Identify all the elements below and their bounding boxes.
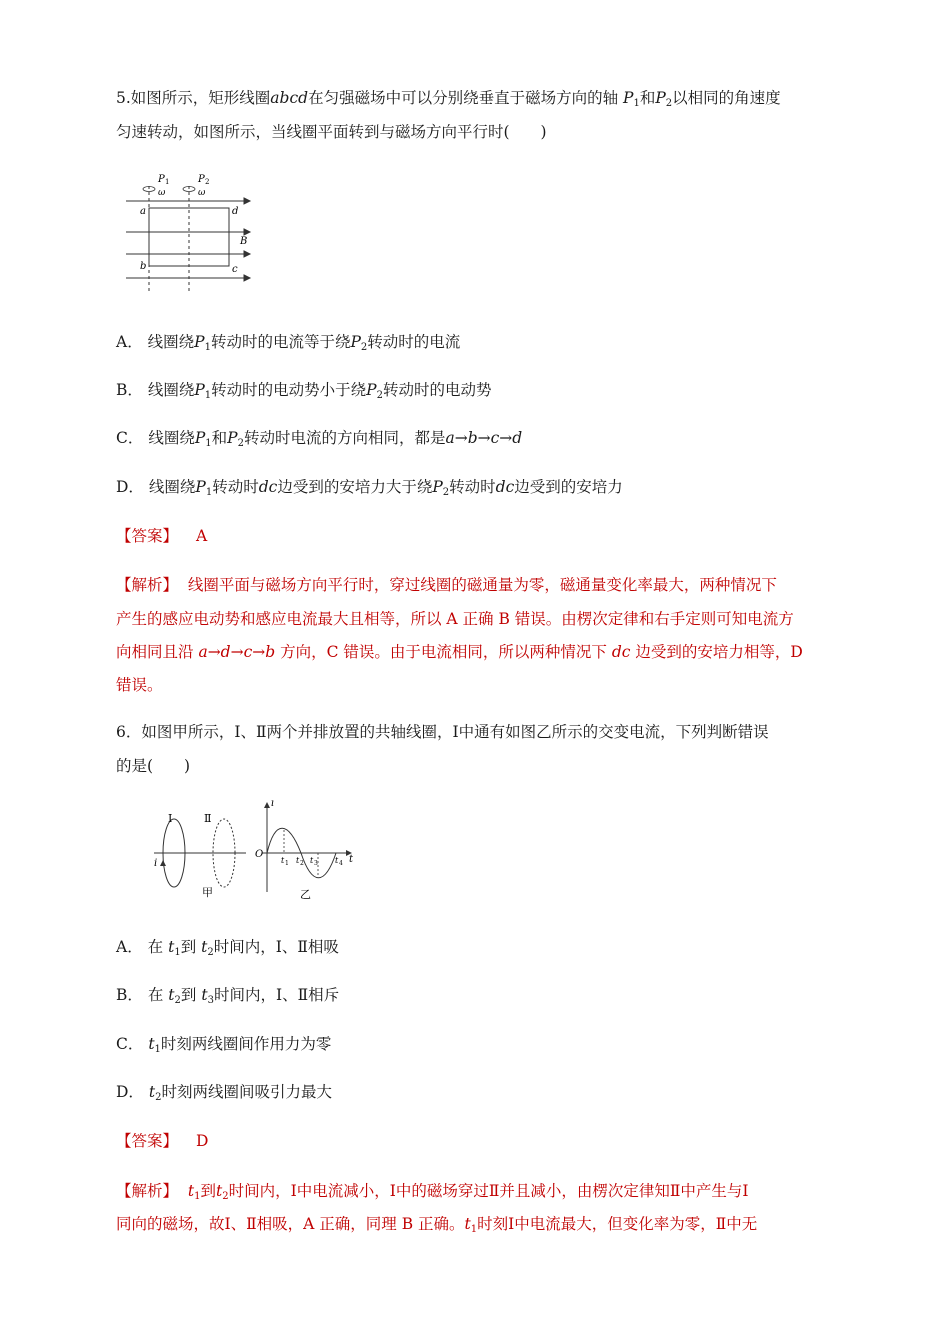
label-coil-i: i bbox=[154, 858, 158, 869]
q6-option-a: A． 在 $t_1$到 $t_2$时间内，Ⅰ、Ⅱ相吸 bbox=[116, 938, 339, 958]
label-t1: t bbox=[281, 856, 285, 865]
q5-option-a: A． 线圈绕$P_1$转动时的电流等于绕$P_2$转动时的电流 bbox=[116, 333, 461, 353]
q5-analysis-line-1: 【解析】 线圈平面与磁场方向平行时，穿过线圈的磁通量为零，磁通量变化率最大，两种情况下 bbox=[116, 576, 777, 594]
label-t3-sub: 3 bbox=[314, 860, 318, 867]
label-b: b bbox=[140, 261, 147, 272]
q6-option-d: D． $t_2$时刻两线圈间吸引力最大 bbox=[116, 1083, 332, 1103]
current-arrow-icon bbox=[160, 860, 166, 866]
q5-option-c: C． 线圈绕$P_1$和$P_2$转动时电流的方向相同，都是a→b→c→d bbox=[116, 429, 523, 449]
label-i-axis: i bbox=[271, 800, 275, 809]
label-t4: t bbox=[335, 856, 339, 865]
label-p1: P bbox=[158, 174, 165, 185]
q6-answer-value: D bbox=[196, 1132, 209, 1150]
q6-option-b: B． 在 $t_2$到 $t_3$时间内，Ⅰ、Ⅱ相斥 bbox=[116, 986, 340, 1006]
q5-stem-line-2: 匀速转动，如图所示，当线圈平面转到与磁场方向平行时( ) bbox=[116, 123, 547, 141]
label-omega-2: ω bbox=[198, 188, 206, 198]
label-p2: P bbox=[198, 174, 205, 185]
label-t: t bbox=[349, 854, 354, 865]
q5-option-b: B． 线圈绕$P_1$转动时的电动势小于绕$P_2$转动时的电动势 bbox=[116, 381, 492, 401]
q6-figure bbox=[150, 800, 362, 900]
q6-analysis-line-1: 【解析】 $t_1$到$t_2$时间内，Ⅰ中电流减小，Ⅰ中的磁场穿过Ⅱ并且减小，由楞次定律知Ⅱ中产生与Ⅰ bbox=[116, 1182, 749, 1202]
label-coil-II: Ⅱ bbox=[204, 812, 212, 825]
label-p1-sub: 1 bbox=[165, 178, 170, 186]
label-a: a bbox=[140, 206, 146, 217]
label-p2-sub: 2 bbox=[205, 178, 210, 186]
label-jia: 甲 bbox=[202, 886, 213, 899]
q5-analysis-line-4: 错误。 bbox=[116, 676, 163, 694]
label-t1-sub: 1 bbox=[285, 860, 289, 867]
q6-stem-line-2: 的是( ) bbox=[116, 757, 191, 775]
q5-stem-line-1: 5.如图所示，矩形线圈abcd在匀强磁场中可以分别绕垂直于磁场方向的轴 $P_1$和$P_2$以相同的角速度 bbox=[116, 89, 781, 109]
label-t2: t bbox=[296, 856, 300, 865]
label-omega-1: ω bbox=[158, 188, 166, 198]
label-yi: 乙 bbox=[300, 888, 311, 900]
label-t3: t bbox=[310, 856, 314, 865]
q6-stem-line-1: 6．如图甲所示，Ⅰ、Ⅱ两个并排放置的共轴线圈，Ⅰ中通有如图乙所示的交变电流，下列判断错误 bbox=[116, 723, 769, 741]
q5-answer: 【答案】 A bbox=[116, 527, 208, 545]
label-d: d bbox=[232, 206, 239, 217]
q6-answer: 【答案】 D bbox=[116, 1132, 209, 1150]
label-O: O bbox=[255, 849, 264, 860]
q5-answer-value: A bbox=[196, 527, 208, 545]
label-t4-sub: 4 bbox=[339, 860, 343, 867]
label-t2-sub: 2 bbox=[300, 860, 304, 867]
q5-analysis-line-2: 产生的感应电动势和感应电流最大且相等，所以 A 正确 B 错误。由楞次定律和右手定则可知电流方 bbox=[116, 610, 794, 628]
q5-option-d: D． 线圈绕$P_1$转动时dc边受到的安培力大于绕$P_2$转动时dc边受到的安培力 bbox=[116, 478, 623, 498]
label-B: B bbox=[240, 236, 248, 247]
q6-analysis-line-2: 同向的磁场，故Ⅰ、Ⅱ相吸，A 正确，同理 B 正确。$t_1$时刻Ⅰ中电流最大，但变化率为零，Ⅱ中无 bbox=[116, 1215, 758, 1235]
q6-option-c: C． $t_1$时刻两线圈间作用力为零 bbox=[116, 1035, 332, 1055]
q5-analysis-line-3: 向相同且沿 a→d→c→b 方向，C 错误。由于电流相同，所以两种情况下 dc 边受到的安培力相等，D bbox=[116, 643, 803, 661]
q5-coil-figure bbox=[118, 168, 258, 294]
label-c: c bbox=[232, 264, 238, 275]
label-coil-I: Ⅰ bbox=[168, 812, 173, 825]
